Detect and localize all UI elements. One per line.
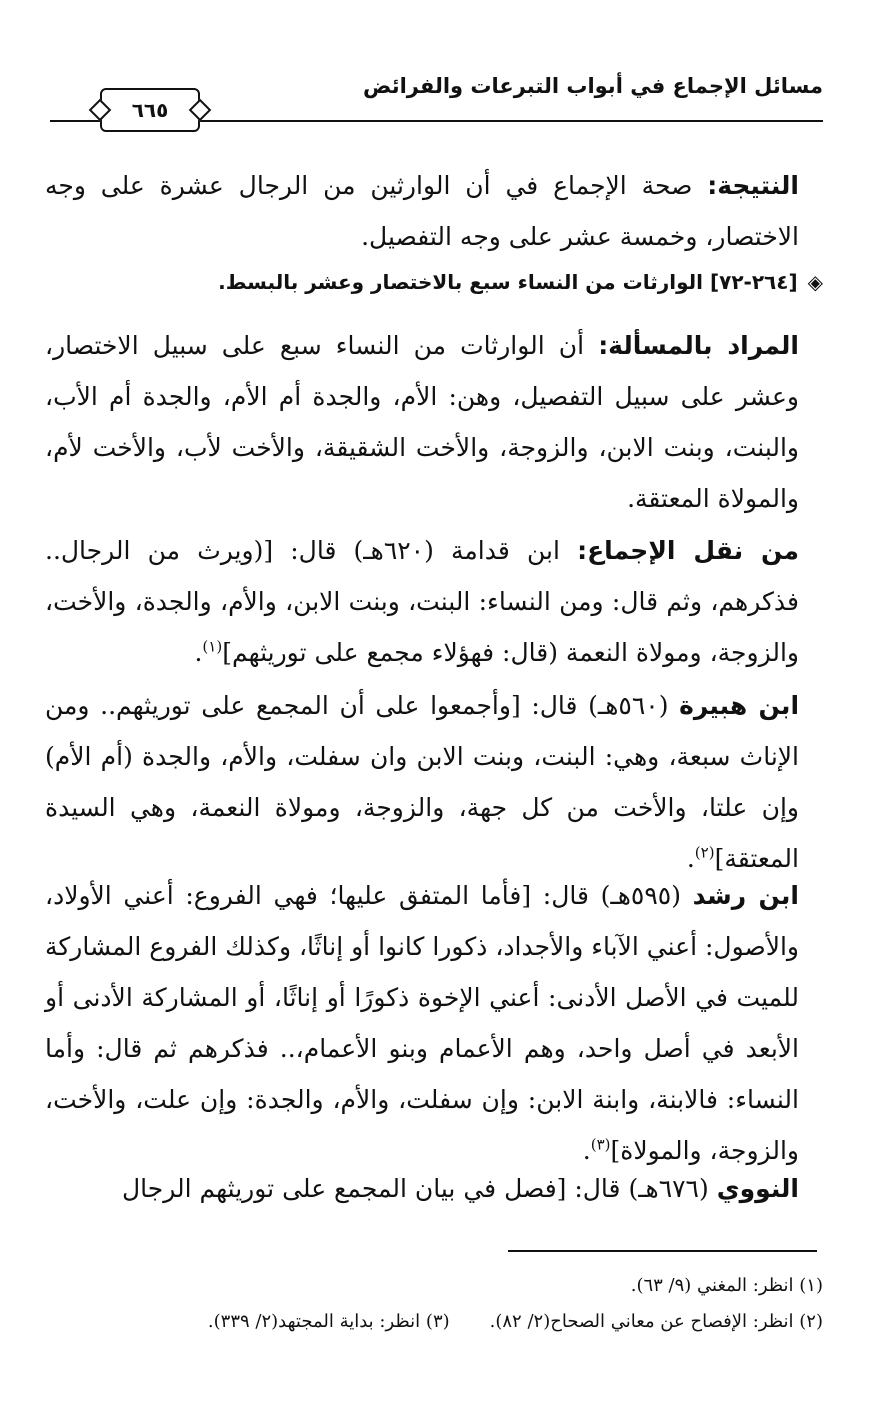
transmission-text: ابن قدامة (٦٢٠هـ) قال: [(ويرث من الرجال.. فذكرهم، وثم قال: ومن النساء: البنت، وبنت الابن، والأم، والجدة، والأخت، والزوجة، ومولاة النعمة (قال: فهؤلاء مجمع على توريثهم] xyxy=(45,536,799,667)
footnote-1: (١) انظر: المغني (٩/ ٦٣). xyxy=(630,1275,823,1296)
page-number: ٦٦٥ xyxy=(100,88,200,132)
ibn-hubayra-end: . xyxy=(686,844,695,873)
result-lead: النتيجة: xyxy=(707,171,799,200)
footnote-separator xyxy=(508,1250,817,1252)
ibn-hubayra-paragraph xyxy=(45,680,823,884)
footnote-ref-1: (١) xyxy=(202,637,223,656)
footnote-ref-2: (٢) xyxy=(694,843,715,862)
running-header-title: مسائل الإجماع في أبواب التبرعات والفرائض xyxy=(363,74,823,98)
meaning-paragraph xyxy=(45,320,823,524)
transmission-end: . xyxy=(194,638,203,667)
transmission-lead: من نقل الإجماع: xyxy=(577,536,799,565)
nawawi-paragraph xyxy=(45,1163,823,1214)
transmission-paragraph xyxy=(45,525,823,678)
meaning-lead: المراد بالمسألة: xyxy=(598,331,799,360)
ibn-rushd-text: (٥٩٥هـ) قال: [فأما المتفق عليها؛ فهي الفروع: أعني الأولاد، والأصول: أعني الآباء والأجداد، ذكورا كانوا أو إناثًا، وكذلك الفروع المشاركة للميت في الأصل الأدنى: أعني الإخوة ذكورًا أو إناثًا، أو المشاركة الأدنى أو الأبعد في أصل واحد، وهم الأعمام وبنو الأعمام،.. فذكرهم ثم قال: وأما النساء: فالابنة، وابنة الابن: وإن سفلت، والأم، والجدة: وإن علت، والأخت، والزوجة، والمولاة] xyxy=(45,881,799,1165)
footnote-row xyxy=(55,1304,823,1340)
nawawi-lead: النووي xyxy=(716,1174,799,1203)
diamond-bullet-icon: ◈ xyxy=(807,270,823,294)
ibn-rushd-lead: ابن رشد xyxy=(692,881,799,910)
result-paragraph xyxy=(45,160,823,262)
footnote-ref-3: (٣) xyxy=(590,1135,611,1154)
ibn-rushd-end: . xyxy=(582,1136,591,1165)
nawawi-text: (٦٧٦هـ) قال: [فصل في بيان المجمع على توريثهم الرجال xyxy=(121,1174,717,1203)
footnote-3: (٣) انظر: بداية المجتهد(٢/ ٣٣٩). xyxy=(207,1311,450,1332)
issue-heading xyxy=(43,270,823,294)
issue-heading-text: [٢٦٤-٧٢] الوارثات من النساء سبع بالاختصار وعشر بالبسط. xyxy=(218,270,798,294)
meaning-text: أن الوارثات من النساء سبع على سبيل الاختصار، وعشر على سبيل التفصيل، وهن: الأم، والجدة أم الأم، والجدة أم الأب، والبنت، وبنت الابن، والزوجة، والأخت الشقيقة، والأخت لأب، والأخت لأم، والمولاة المعتقة. xyxy=(45,331,799,513)
footnotes xyxy=(55,1268,823,1340)
result-text: صحة الإجماع في أن الوارثين من الرجال عشرة على وجه الاختصار، وخمسة عشر على وجه التفصيل. xyxy=(45,171,799,251)
ibn-hubayra-lead: ابن هبيرة xyxy=(679,691,800,720)
footnote-2: (٢) انظر: الإفصاح عن معاني الصحاح(٢/ ٨٢). xyxy=(489,1311,823,1332)
ibn-rushd-paragraph xyxy=(45,870,823,1176)
ibn-hubayra-text: (٥٦٠هـ) قال: [وأجمعوا على أن المجمع على توريثهم.. ومن الإناث سبعة، وهي: البنت، وبنت الابن وان سفلت، والأم، والجدة (أم الأم) وإن علتا، والأخت من كل جهة، والزوجة، ومولاة النعمة، وهي السيدة المعتقة] xyxy=(45,691,799,873)
